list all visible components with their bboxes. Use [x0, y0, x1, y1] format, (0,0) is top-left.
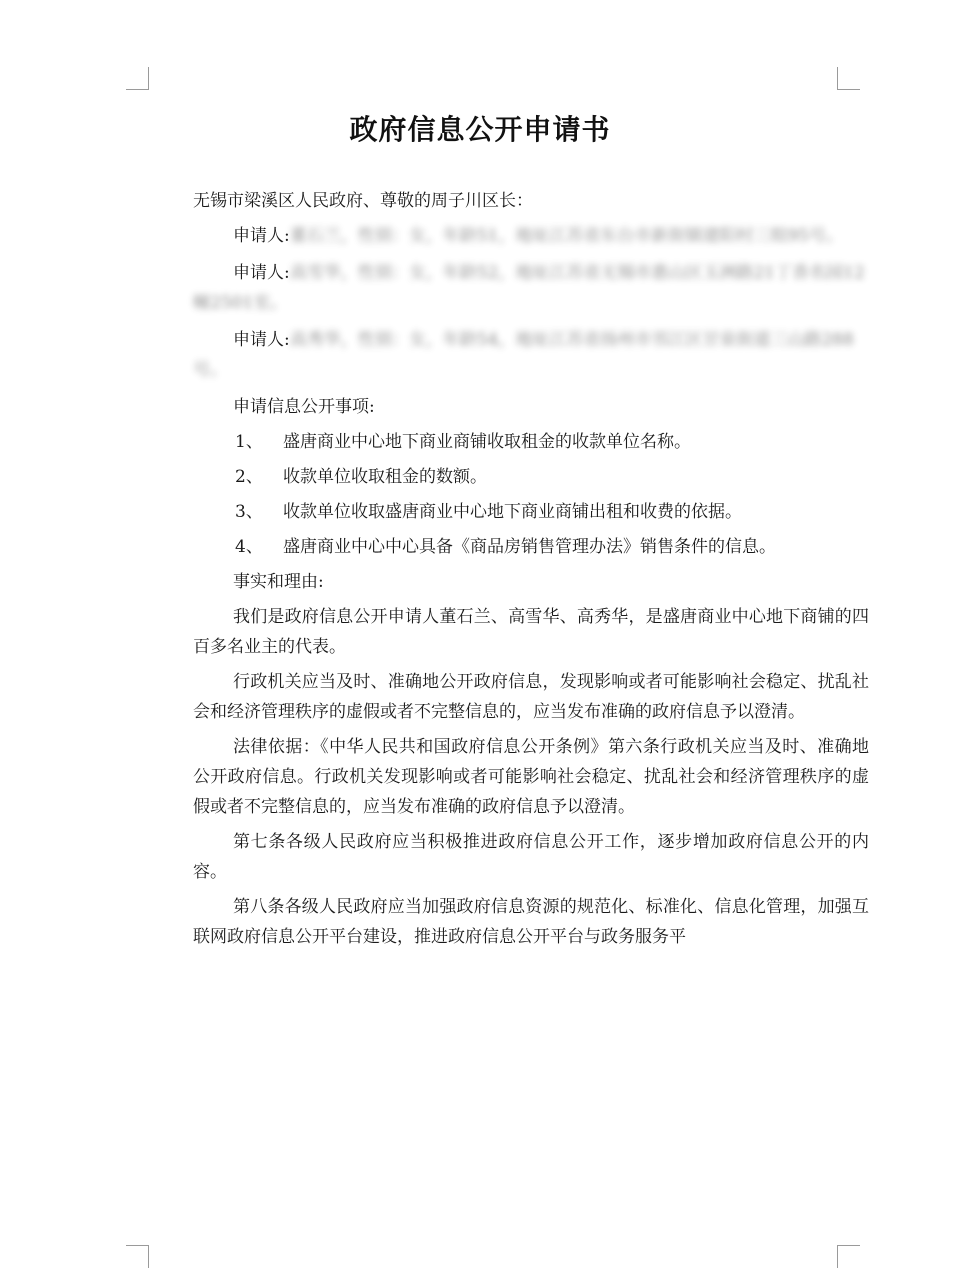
body-paragraph: 第八条各级人民政府应当加强政府信息资源的规范化、标准化、信息化管理，加强互联网政府信息公开平台建设，推进政府信息公开平台与政务服务平: [193, 897, 869, 947]
body-paragraph: 第七条各级人民政府应当积极推进政府信息公开工作，逐步增加政府信息公开的内容。: [193, 832, 869, 882]
document-body: [193, 186, 869, 957]
matter-item: [193, 497, 869, 527]
body-paragraph: 行政机关应当及时、准确地公开政府信息，发现影响或者可能影响社会稳定、扰乱社会和经济管理秩序的虚假或者不完整信息的，应当发布准确的政府信息予以澄清。: [193, 672, 869, 722]
applicant-label: 申请人:: [233, 330, 290, 350]
applicant-details-redacted: 高雪华，性别：女，年龄52，地址江苏省无锡市惠山区玉洲路21丁香名园12幢2501室。: [193, 263, 865, 313]
corner-mark-bottom-right: [837, 1245, 860, 1268]
addressee: 无锡市梁溪区人民政府、尊敬的周子川区长：: [193, 191, 533, 211]
body-paragraph: 我们是政府信息公开申请人董石兰、高雪华、高秀华，是盛唐商业中心地下商铺的四百多名业主的代表。: [193, 607, 869, 657]
matter-number: 2、: [235, 467, 263, 487]
applicant-details-redacted: 高秀华，性别：女，年龄54，地址江苏省扬州市邗江区甘泉街道三山路288号。: [193, 330, 854, 380]
matter-item: [193, 462, 869, 492]
matter-text: 收款单位收取租金的数额。: [283, 467, 487, 487]
document-title: 政府信息公开申请书: [349, 113, 611, 146]
corner-mark-top-left: [126, 67, 149, 90]
corner-mark-bottom-left: [126, 1245, 149, 1268]
matter-item: [193, 532, 869, 562]
matters-heading: 申请信息公开事项:: [233, 397, 375, 417]
matter-number: 4、: [235, 537, 263, 557]
matter-text: 盛唐商业中心中心具备《商品房销售管理办法》销售条件的信息。: [283, 537, 776, 557]
body-paragraph: 法律依据：《中华人民共和国政府信息公开条例》第六条行政机关应当及时、准确地公开政府信息。行政机关发现影响或者可能影响社会稳定、扰乱社会和经济管理秩序的虚假或者不完整信息的，应当发布准确的政府信息予以澄清。: [193, 737, 869, 817]
facts-heading: 事实和理由:: [233, 572, 324, 592]
matter-item: [193, 427, 869, 457]
applicant-label: 申请人:: [233, 263, 290, 283]
applicant-entry: [193, 258, 869, 318]
matter-number: 1、: [235, 432, 263, 452]
matter-text: 收款单位收取盛唐商业中心地下商业商铺出租和收费的依据。: [283, 502, 742, 522]
applicant-details-redacted: 董石兰，性别：女，年龄51，地址江苏省东台市新街镇建阳村三组95号。: [289, 226, 843, 246]
matter-number: 3、: [235, 502, 263, 522]
matter-text: 盛唐商业中心地下商业商铺收取租金的收款单位名称。: [283, 432, 691, 452]
applicant-label: 申请人:: [233, 226, 290, 246]
applicant-entry: [193, 325, 869, 385]
applicant-entry: [193, 221, 869, 251]
corner-mark-top-right: [837, 67, 860, 90]
